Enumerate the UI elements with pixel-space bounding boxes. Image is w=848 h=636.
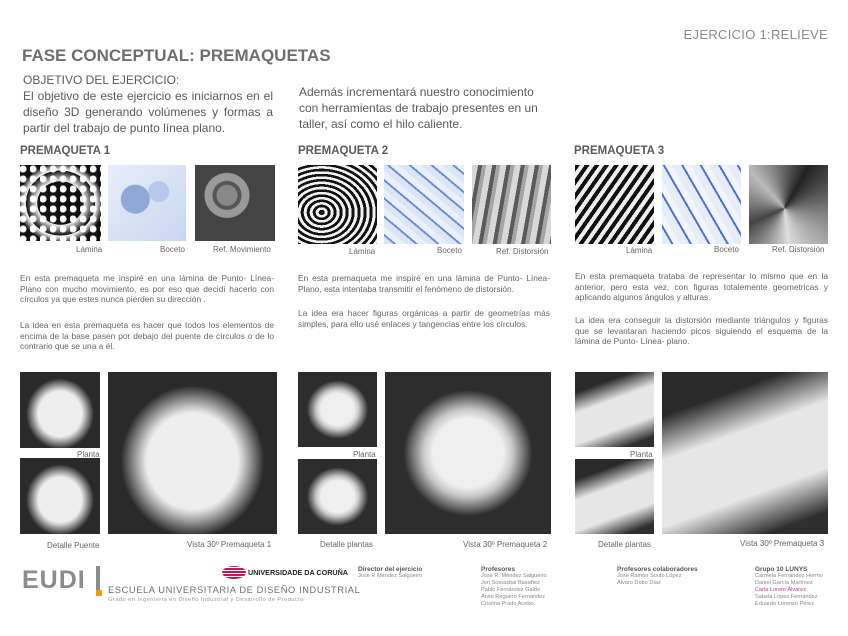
- premaqueta-2-vista-photo: [385, 372, 551, 534]
- premaqueta-3-caption-vista: Vista 30º Premaqueta 3: [740, 539, 825, 548]
- colaborador-name: Jose Ramón Souto López: [617, 573, 682, 579]
- premaqueta-1-caption-planta: Planta: [77, 450, 100, 459]
- exercise-label: EJERCICIO 1:RELIEVE: [683, 27, 828, 42]
- profesores-block: [481, 566, 547, 608]
- premaqueta-2-caption-ref: Ref. Distorsión: [496, 247, 549, 256]
- profesor-name: José R. Méndez Salgueiro: [481, 573, 547, 579]
- premaqueta-1-caption-vista: Vista 30º Premaqueta 1: [187, 540, 272, 549]
- premaqueta-3-text-2: La idea era conseguir la distorsión mediante triángulos y figuras que se levantaran haciendo picos siguiendo el esquema de la lámina de Punto- Línea- plano.: [575, 315, 828, 347]
- profesor-name: Cristina Prado Acebo.: [481, 601, 536, 607]
- premaqueta-3-caption-planta: Planta: [630, 450, 653, 459]
- profesores-heading: Profesores: [481, 566, 515, 573]
- premaqueta-3-heading: PREMAQUETA 3: [574, 145, 665, 157]
- premaqueta-3-planta-photo: [575, 372, 654, 447]
- premaqueta-3-boceto-image: [662, 165, 741, 244]
- premaqueta-2-caption-vista: Vista 30º Premaqueta 2: [463, 540, 548, 549]
- premaqueta-1-planta-photo: [20, 372, 100, 448]
- director-block: [358, 566, 422, 580]
- premaqueta-2-planta-photo: [298, 372, 377, 447]
- eudi-logo-bar: [96, 566, 100, 592]
- premaqueta-3-text-1: En esta premaqueta trataba de representar lo mismo que en la anterior, pero esta vez, con figuras totalemente geometricas y aplicando algunos ángulos y alturas.: [575, 271, 828, 303]
- grupo-heading: Grupo 10 LUNYS: [755, 566, 808, 573]
- premaqueta-1-caption-lamina: Lámina: [76, 245, 103, 254]
- premaqueta-3-caption-detalle: Detalle plantas: [598, 540, 651, 549]
- premaqueta-1-caption-detalle: Detalle Puente: [47, 541, 100, 550]
- colaboradores-heading: Profesores colaboradores: [617, 566, 698, 573]
- profesor-name: Jon Sotoasbal Basañez: [481, 580, 540, 586]
- premaqueta-2-caption-planta: Planta: [353, 450, 376, 459]
- premaqueta-2-caption-detalle: Detalle plantas: [320, 540, 373, 549]
- premaqueta-2-caption-lamina: Lámina: [349, 247, 376, 256]
- premaqueta-1-ref-image: [195, 165, 275, 241]
- premaqueta-2-heading: PREMAQUETA 2: [298, 145, 389, 157]
- premaqueta-1-lamina-image: [20, 165, 101, 241]
- premaqueta-2-caption-boceto: Boceto: [437, 246, 462, 255]
- premaqueta-1-detalle-photo: [20, 458, 100, 534]
- premaqueta-1-caption-boceto: Boceto: [160, 245, 185, 254]
- grupo-block: [755, 566, 823, 608]
- premaqueta-3-caption-boceto: Boceto: [714, 245, 739, 254]
- school-name: ESCUELA UNIVERSITARIA DE DISEÑO INDUSTRIAL: [108, 585, 361, 595]
- eudi-logo: EUDI: [22, 566, 86, 594]
- grupo-member: Sabela López Fernández: [755, 594, 818, 600]
- grupo-member: Carmela Fernández Hermo: [755, 573, 823, 579]
- objective-text-secondary: Además incrementará nuestro conocimiento con herramientas de trabajo presentes en un taller, así como el hilo caliente.: [299, 85, 538, 131]
- premaqueta-1-boceto-image: [108, 165, 186, 241]
- colaboradores-block: [617, 566, 698, 587]
- premaqueta-3-caption-ref: Ref. Distorsión: [772, 245, 825, 254]
- premaqueta-1-text-1: En esta premaqueta me inspiré en una lámina de Punto- Línea- Plano con mucho movimiento, es por eso que decidí hacerlo con círculos ya que estes nunca pierden su dirección .: [20, 273, 274, 305]
- premaqueta-3-lamina-image: [575, 165, 654, 244]
- director-name: José R Méndez Salgueiro: [358, 573, 423, 579]
- objective-heading: OBJETIVO DEL EJERCICIO:: [23, 73, 180, 87]
- premaqueta-3-detalle-photo: [575, 459, 654, 534]
- profesor-name: Anxo Reguero Fernández: [481, 594, 546, 600]
- premaqueta-3-ref-image: [749, 165, 828, 244]
- premaqueta-1-text-2: La idea en esta premaqueta es hacer que todos los elementos de encima de la base pasen por debajo del puente de círculos o de lo contrario que se una a él.: [20, 320, 274, 352]
- premaqueta-2-boceto-image: [384, 165, 464, 244]
- university-name: UNIVERSIDADE DA CORUÑA: [248, 568, 348, 577]
- colaborador-name: Álvaro Dobo Díaz: [617, 580, 661, 586]
- premaqueta-2-text-2: La idea era hacer figuras orgánicas a partir de geometrías más simples, para ello usé enlaces y tangencias entre los círculos.: [298, 308, 550, 329]
- school-degree: Grado en Ingeniería en Diseño Industrial y Desarrollo de Producto: [108, 597, 304, 603]
- premaqueta-2-text-1: En esta premaqueta me inspiré en una lámina de Punto- Línea- Plano, esta intentaba transmitir el fenómeno de distorsión.: [298, 273, 550, 294]
- profesor-name: Pablo Fernández Galdo: [481, 587, 541, 593]
- grupo-member: Daniel García Martínez: [755, 580, 813, 586]
- grupo-member-highlighted: Carla Loreto Álvarez: [755, 587, 806, 593]
- premaqueta-3-vista-photo: [662, 372, 828, 534]
- director-heading: Director del ejercicio: [358, 566, 423, 573]
- premaqueta-2-ref-image: [472, 165, 551, 244]
- premaqueta-2-lamina-image: [298, 165, 377, 244]
- premaqueta-2-detalle-photo: [298, 459, 377, 534]
- premaqueta-1-caption-ref: Ref. Movimiento: [213, 245, 271, 254]
- premaqueta-1-vista-photo: [108, 372, 277, 534]
- premaqueta-1-heading: PREMAQUETA 1: [20, 145, 111, 157]
- page-title: FASE CONCEPTUAL: PREMAQUETAS: [22, 46, 331, 65]
- premaqueta-3-caption-lamina: Lámina: [626, 246, 653, 255]
- grupo-member: Eduardo Lorenzo Pérez: [755, 601, 815, 607]
- objective-text: El objetivo de este ejercicio es iniciarnos en el diseño 3D generando volúmenes y formas a partir del trabajo de punto línea plano.: [23, 89, 273, 135]
- eudi-logo-square: [96, 590, 102, 596]
- udc-logo-icon: [222, 566, 246, 579]
